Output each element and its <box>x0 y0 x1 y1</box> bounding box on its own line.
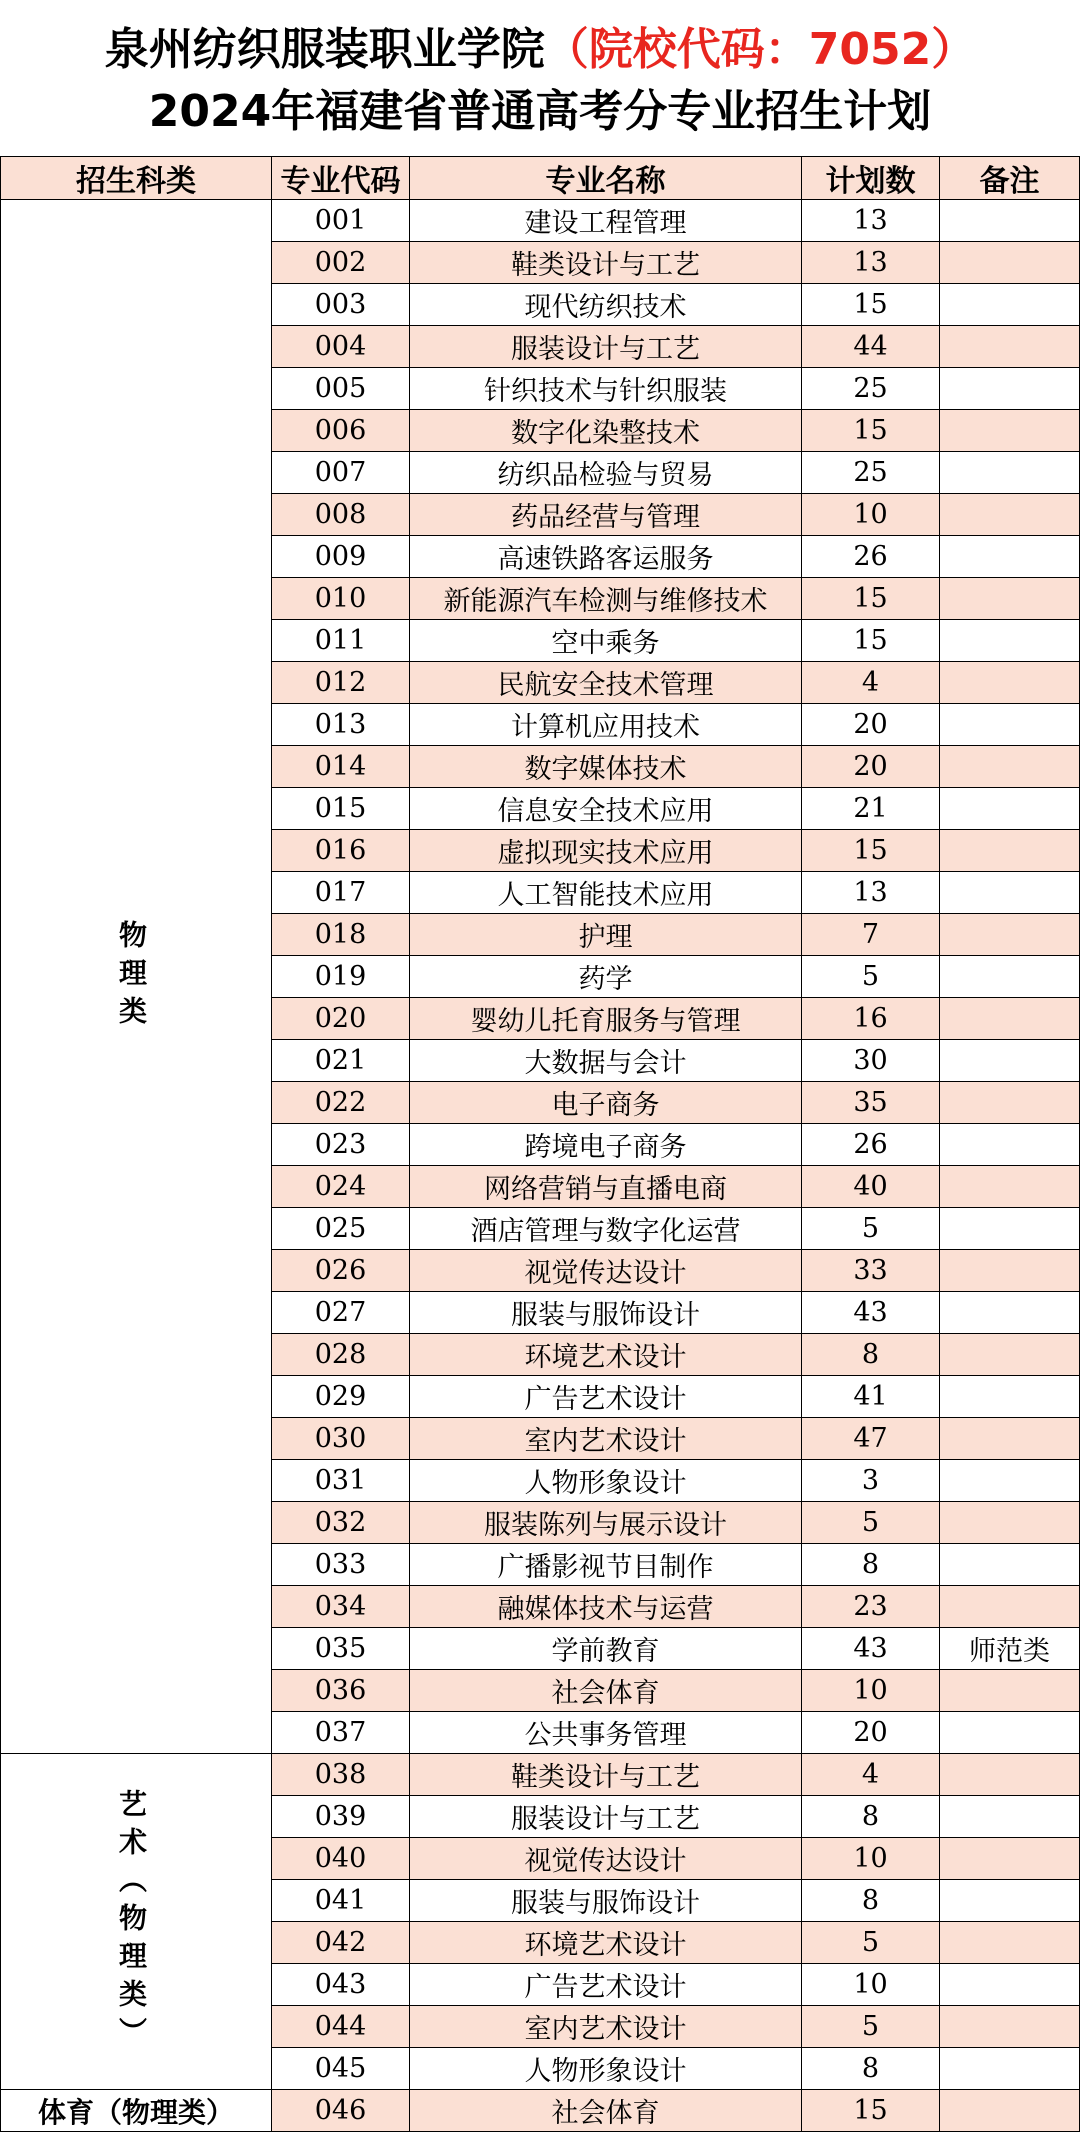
plan-count-cell: 47 <box>802 1418 940 1460</box>
major-name-cell: 数字媒体技术 <box>410 746 802 788</box>
major-name-cell: 广播影视节目制作 <box>410 1544 802 1586</box>
enrollment-plan-table <box>0 156 1080 2133</box>
major-name-cell: 室内艺术设计 <box>410 2006 802 2048</box>
remarks-cell <box>940 662 1080 704</box>
remarks-cell <box>940 1460 1080 1502</box>
major-name-cell: 服装设计与工艺 <box>410 326 802 368</box>
remarks-cell <box>940 494 1080 536</box>
major-code-cell: 045 <box>272 2048 410 2090</box>
major-name-cell: 药品经营与管理 <box>410 494 802 536</box>
major-code-cell: 020 <box>272 998 410 1040</box>
remarks-cell <box>940 1502 1080 1544</box>
major-name-cell: 人物形象设计 <box>410 1460 802 1502</box>
remarks-cell <box>940 872 1080 914</box>
major-name-cell: 药学 <box>410 956 802 998</box>
major-name-cell: 公共事务管理 <box>410 1712 802 1754</box>
major-name-cell: 民航安全技术管理 <box>410 662 802 704</box>
remarks-cell <box>940 1754 1080 1796</box>
major-code-cell: 007 <box>272 452 410 494</box>
major-code-cell: 027 <box>272 1292 410 1334</box>
major-code-cell: 036 <box>272 1670 410 1712</box>
remarks-cell <box>940 452 1080 494</box>
plan-count-cell: 8 <box>802 1880 940 1922</box>
plan-count-cell: 15 <box>802 284 940 326</box>
major-name-cell: 服装与服饰设计 <box>410 1292 802 1334</box>
major-name-cell: 服装与服饰设计 <box>410 1880 802 1922</box>
major-code-cell: 012 <box>272 662 410 704</box>
plan-count-cell: 5 <box>802 2006 940 2048</box>
remarks-cell <box>940 1124 1080 1166</box>
remarks-cell <box>940 1880 1080 1922</box>
remarks-cell <box>940 1712 1080 1754</box>
major-name-cell: 广告艺术设计 <box>410 1964 802 2006</box>
remarks-cell <box>940 1082 1080 1124</box>
remarks-cell <box>940 1376 1080 1418</box>
major-code-cell: 037 <box>272 1712 410 1754</box>
major-code-cell: 022 <box>272 1082 410 1124</box>
category-cell: 体育（物理类） <box>0 2090 272 2132</box>
major-name-cell: 网络营销与直播电商 <box>410 1166 802 1208</box>
plan-count-cell: 20 <box>802 746 940 788</box>
major-name-cell: 酒店管理与数字化运营 <box>410 1208 802 1250</box>
major-code-cell: 026 <box>272 1250 410 1292</box>
plan-count-cell: 15 <box>802 830 940 872</box>
remarks-cell <box>940 2006 1080 2048</box>
header-major-code: 专业代码 <box>272 156 410 200</box>
plan-count-cell: 25 <box>802 368 940 410</box>
plan-count-cell: 16 <box>802 998 940 1040</box>
remarks-cell <box>940 830 1080 872</box>
remarks-cell <box>940 1586 1080 1628</box>
major-name-cell: 融媒体技术与运营 <box>410 1586 802 1628</box>
major-code-cell: 039 <box>272 1796 410 1838</box>
major-name-cell: 视觉传达设计 <box>410 1250 802 1292</box>
major-code-cell: 033 <box>272 1544 410 1586</box>
remarks-cell <box>940 2048 1080 2090</box>
major-name-cell: 现代纺织技术 <box>410 284 802 326</box>
remarks-cell <box>940 200 1080 242</box>
remarks-cell <box>940 620 1080 662</box>
remarks-cell <box>940 284 1080 326</box>
major-code-cell: 006 <box>272 410 410 452</box>
remarks-cell <box>940 326 1080 368</box>
major-code-cell: 043 <box>272 1964 410 2006</box>
plan-count-cell: 35 <box>802 1082 940 1124</box>
major-code-cell: 038 <box>272 1754 410 1796</box>
category-cell: 艺术（物理类） <box>0 1754 272 2090</box>
plan-count-cell: 8 <box>802 1544 940 1586</box>
major-code-cell: 013 <box>272 704 410 746</box>
major-code-cell: 002 <box>272 242 410 284</box>
major-code-cell: 035 <box>272 1628 410 1670</box>
remarks-cell <box>940 1418 1080 1460</box>
remarks-cell <box>940 1292 1080 1334</box>
major-name-cell: 数字化染整技术 <box>410 410 802 452</box>
major-name-cell: 鞋类设计与工艺 <box>410 242 802 284</box>
plan-count-cell: 3 <box>802 1460 940 1502</box>
school-code: （院校代码：7052） <box>544 24 976 75</box>
major-name-cell: 环境艺术设计 <box>410 1334 802 1376</box>
plan-count-cell: 8 <box>802 2048 940 2090</box>
major-name-cell: 针织技术与针织服装 <box>410 368 802 410</box>
plan-count-cell: 10 <box>802 494 940 536</box>
major-code-cell: 028 <box>272 1334 410 1376</box>
major-code-cell: 001 <box>272 200 410 242</box>
remarks-cell <box>940 788 1080 830</box>
plan-count-cell: 23 <box>802 1586 940 1628</box>
plan-count-cell: 8 <box>802 1334 940 1376</box>
remarks-cell <box>940 242 1080 284</box>
remarks-cell: 师范类 <box>940 1628 1080 1670</box>
remarks-cell <box>940 1208 1080 1250</box>
plan-count-cell: 30 <box>802 1040 940 1082</box>
plan-count-cell: 15 <box>802 620 940 662</box>
major-name-cell: 信息安全技术应用 <box>410 788 802 830</box>
plan-count-cell: 44 <box>802 326 940 368</box>
major-code-cell: 014 <box>272 746 410 788</box>
major-code-cell: 023 <box>272 1124 410 1166</box>
plan-count-cell: 26 <box>802 1124 940 1166</box>
plan-count-cell: 4 <box>802 662 940 704</box>
major-name-cell: 社会体育 <box>410 1670 802 1712</box>
major-name-cell: 学前教育 <box>410 1628 802 1670</box>
remarks-cell <box>940 1040 1080 1082</box>
remarks-cell <box>940 914 1080 956</box>
major-name-cell: 室内艺术设计 <box>410 1418 802 1460</box>
major-code-cell: 029 <box>272 1376 410 1418</box>
plan-count-cell: 13 <box>802 242 940 284</box>
category-cell: 物理类 <box>0 200 272 1754</box>
plan-count-cell: 20 <box>802 1712 940 1754</box>
major-code-cell: 011 <box>272 620 410 662</box>
major-name-cell: 人工智能技术应用 <box>410 872 802 914</box>
plan-count-cell: 10 <box>802 1838 940 1880</box>
major-code-cell: 032 <box>272 1502 410 1544</box>
major-name-cell: 空中乘务 <box>410 620 802 662</box>
major-code-cell: 030 <box>272 1418 410 1460</box>
plan-count-cell: 5 <box>802 1502 940 1544</box>
remarks-cell <box>940 1964 1080 2006</box>
major-code-cell: 004 <box>272 326 410 368</box>
major-code-cell: 008 <box>272 494 410 536</box>
major-name-cell: 鞋类设计与工艺 <box>410 1754 802 1796</box>
plan-count-cell: 7 <box>802 914 940 956</box>
header-major-name: 专业名称 <box>410 156 802 200</box>
major-code-cell: 010 <box>272 578 410 620</box>
major-name-cell: 服装设计与工艺 <box>410 1796 802 1838</box>
major-code-cell: 009 <box>272 536 410 578</box>
plan-count-cell: 15 <box>802 2090 940 2132</box>
plan-count-cell: 41 <box>802 1376 940 1418</box>
plan-count-cell: 5 <box>802 956 940 998</box>
major-name-cell: 护理 <box>410 914 802 956</box>
major-name-cell: 社会体育 <box>410 2090 802 2132</box>
plan-count-cell: 40 <box>802 1166 940 1208</box>
plan-count-cell: 13 <box>802 200 940 242</box>
plan-count-cell: 15 <box>802 578 940 620</box>
major-code-cell: 003 <box>272 284 410 326</box>
remarks-cell <box>940 368 1080 410</box>
remarks-cell <box>940 1334 1080 1376</box>
plan-count-cell: 43 <box>802 1292 940 1334</box>
major-code-cell: 019 <box>272 956 410 998</box>
major-code-cell: 025 <box>272 1208 410 1250</box>
plan-count-cell: 5 <box>802 1208 940 1250</box>
plan-count-cell: 25 <box>802 452 940 494</box>
major-code-cell: 044 <box>272 2006 410 2048</box>
plan-count-cell: 10 <box>802 1670 940 1712</box>
major-code-cell: 005 <box>272 368 410 410</box>
plan-count-cell: 13 <box>802 872 940 914</box>
major-code-cell: 015 <box>272 788 410 830</box>
plan-count-cell: 43 <box>802 1628 940 1670</box>
remarks-cell <box>940 998 1080 1040</box>
header-category: 招生科类 <box>0 156 272 200</box>
major-name-cell: 视觉传达设计 <box>410 1838 802 1880</box>
major-code-cell: 041 <box>272 1880 410 1922</box>
major-code-cell: 024 <box>272 1166 410 1208</box>
remarks-cell <box>940 2090 1080 2132</box>
major-name-cell: 人物形象设计 <box>410 2048 802 2090</box>
major-code-cell: 046 <box>272 2090 410 2132</box>
major-code-cell: 040 <box>272 1838 410 1880</box>
major-name-cell: 建设工程管理 <box>410 200 802 242</box>
page-subtitle: 2024年福建省普通高考分专业招生计划 <box>148 86 932 137</box>
plan-count-cell: 4 <box>802 1754 940 1796</box>
major-name-cell: 跨境电子商务 <box>410 1124 802 1166</box>
remarks-cell <box>940 410 1080 452</box>
remarks-cell <box>940 956 1080 998</box>
plan-count-cell: 10 <box>802 1964 940 2006</box>
remarks-cell <box>940 746 1080 788</box>
remarks-cell <box>940 1544 1080 1586</box>
remarks-cell <box>940 1166 1080 1208</box>
major-name-cell: 虚拟现实技术应用 <box>410 830 802 872</box>
major-name-cell: 纺织品检验与贸易 <box>410 452 802 494</box>
plan-count-cell: 5 <box>802 1922 940 1964</box>
remarks-cell <box>940 1796 1080 1838</box>
major-code-cell: 034 <box>272 1586 410 1628</box>
header-remarks: 备注 <box>940 156 1080 200</box>
remarks-cell <box>940 704 1080 746</box>
school-name: 泉州纺织服装职业学院 <box>104 24 545 75</box>
remarks-cell <box>940 1670 1080 1712</box>
major-name-cell: 服装陈列与展示设计 <box>410 1502 802 1544</box>
plan-count-cell: 26 <box>802 536 940 578</box>
remarks-cell <box>940 1250 1080 1292</box>
major-code-cell: 042 <box>272 1922 410 1964</box>
document-header <box>0 0 1080 156</box>
header-plan-count: 计划数 <box>802 156 940 200</box>
major-name-cell: 婴幼儿托育服务与管理 <box>410 998 802 1040</box>
page-title <box>0 22 1080 78</box>
plan-count-cell: 20 <box>802 704 940 746</box>
major-code-cell: 031 <box>272 1460 410 1502</box>
remarks-cell <box>940 1838 1080 1880</box>
plan-count-cell: 8 <box>802 1796 940 1838</box>
major-code-cell: 018 <box>272 914 410 956</box>
plan-count-cell: 15 <box>802 410 940 452</box>
plan-count-cell: 33 <box>802 1250 940 1292</box>
remarks-cell <box>940 536 1080 578</box>
remarks-cell <box>940 578 1080 620</box>
major-name-cell: 计算机应用技术 <box>410 704 802 746</box>
major-name-cell: 广告艺术设计 <box>410 1376 802 1418</box>
major-name-cell: 高速铁路客运服务 <box>410 536 802 578</box>
major-code-cell: 017 <box>272 872 410 914</box>
major-name-cell: 大数据与会计 <box>410 1040 802 1082</box>
major-name-cell: 环境艺术设计 <box>410 1922 802 1964</box>
major-code-cell: 016 <box>272 830 410 872</box>
major-name-cell: 电子商务 <box>410 1082 802 1124</box>
major-code-cell: 021 <box>272 1040 410 1082</box>
remarks-cell <box>940 1922 1080 1964</box>
major-name-cell: 新能源汽车检测与维修技术 <box>410 578 802 620</box>
plan-count-cell: 21 <box>802 788 940 830</box>
